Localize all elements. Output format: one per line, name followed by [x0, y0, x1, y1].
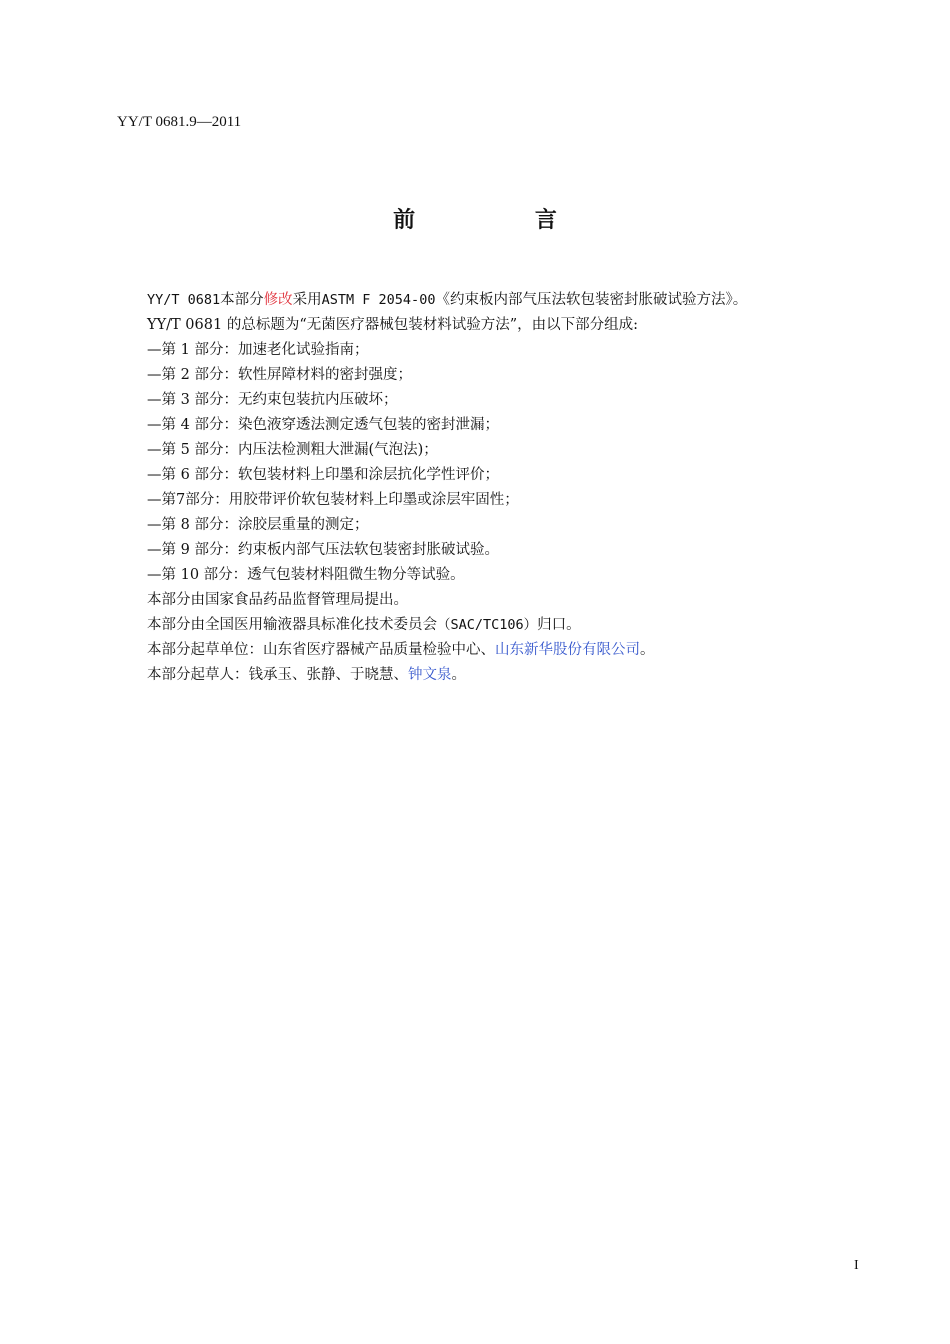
list-item: —第 10 部分：透气包装材料阻微生物分等试验。: [147, 567, 465, 583]
drafting-units-line: [147, 638, 847, 663]
drafters-line: [147, 663, 847, 688]
drafters-post: 。: [451, 667, 466, 683]
intro-line: [147, 288, 847, 313]
committee-code: （SAC/TC106）: [437, 617, 538, 633]
centralized-line: [147, 613, 847, 638]
list-item: —第 3 部分：无约束包装抗内压破坏；: [147, 392, 398, 408]
list-item: —第7部分：用胶带评价软包装材料上印墨或涂层牢固性；: [147, 492, 519, 508]
general-title-line: YY/T 0681 的总标题为“无菌医疗器械包装材料试验方法”，由以下部分组成:: [147, 317, 639, 333]
intro-mid: 采用: [292, 292, 322, 308]
intro-pre: 本部分: [220, 292, 264, 308]
list-item: —第 9 部分：约束板内部气压法软包装密封胀破试验。: [147, 542, 499, 558]
intro-modified: 修改: [263, 292, 293, 308]
centralized-post: 归口。: [537, 617, 581, 633]
intro-code: YY/T 0681: [147, 292, 221, 308]
document-code: YY/T 0681.9—2011: [117, 114, 242, 130]
list-item: —第 1 部分：加速老化试验指南；: [147, 342, 369, 358]
proposer-line: 本部分由国家食品药品监督管理局提出。: [147, 592, 408, 608]
intro-tail: 《约束板内部气压法软包装密封胀破试验方法》。: [435, 292, 748, 308]
list-item: —第 6 部分：软包装材料上印墨和涂层抗化学性评价；: [147, 467, 499, 483]
centralized-pre: 本部分由全国医用输液器具标准化技术委员会: [147, 617, 437, 633]
preface-body: [147, 288, 847, 688]
list-item: —第 8 部分：涂胶层重量的测定；: [147, 517, 369, 533]
intro-standard: ASTM F 2054-00: [321, 292, 436, 308]
page-title: 前 言: [393, 208, 613, 233]
drafters-pre: 本部分起草人：钱承玉、张静、于晓慧、: [147, 667, 408, 683]
list-item: —第 5 部分：内压法检测粗大泄漏(气泡法)；: [147, 442, 438, 458]
page-number: I: [854, 1258, 859, 1273]
list-item: —第 4 部分：染色液穿透法测定透气包装的密封泄漏；: [147, 417, 499, 433]
list-item: —第 2 部分：软性屏障材料的密封强度；: [147, 367, 412, 383]
drafting-units-post: 。: [640, 642, 655, 658]
drafters-highlight: 钟文泉: [408, 667, 452, 683]
drafting-units-highlight: 山东新华股份有限公司: [495, 642, 640, 658]
drafting-units-pre: 本部分起草单位：山东省医疗器械产品质量检验中心、: [147, 642, 495, 658]
